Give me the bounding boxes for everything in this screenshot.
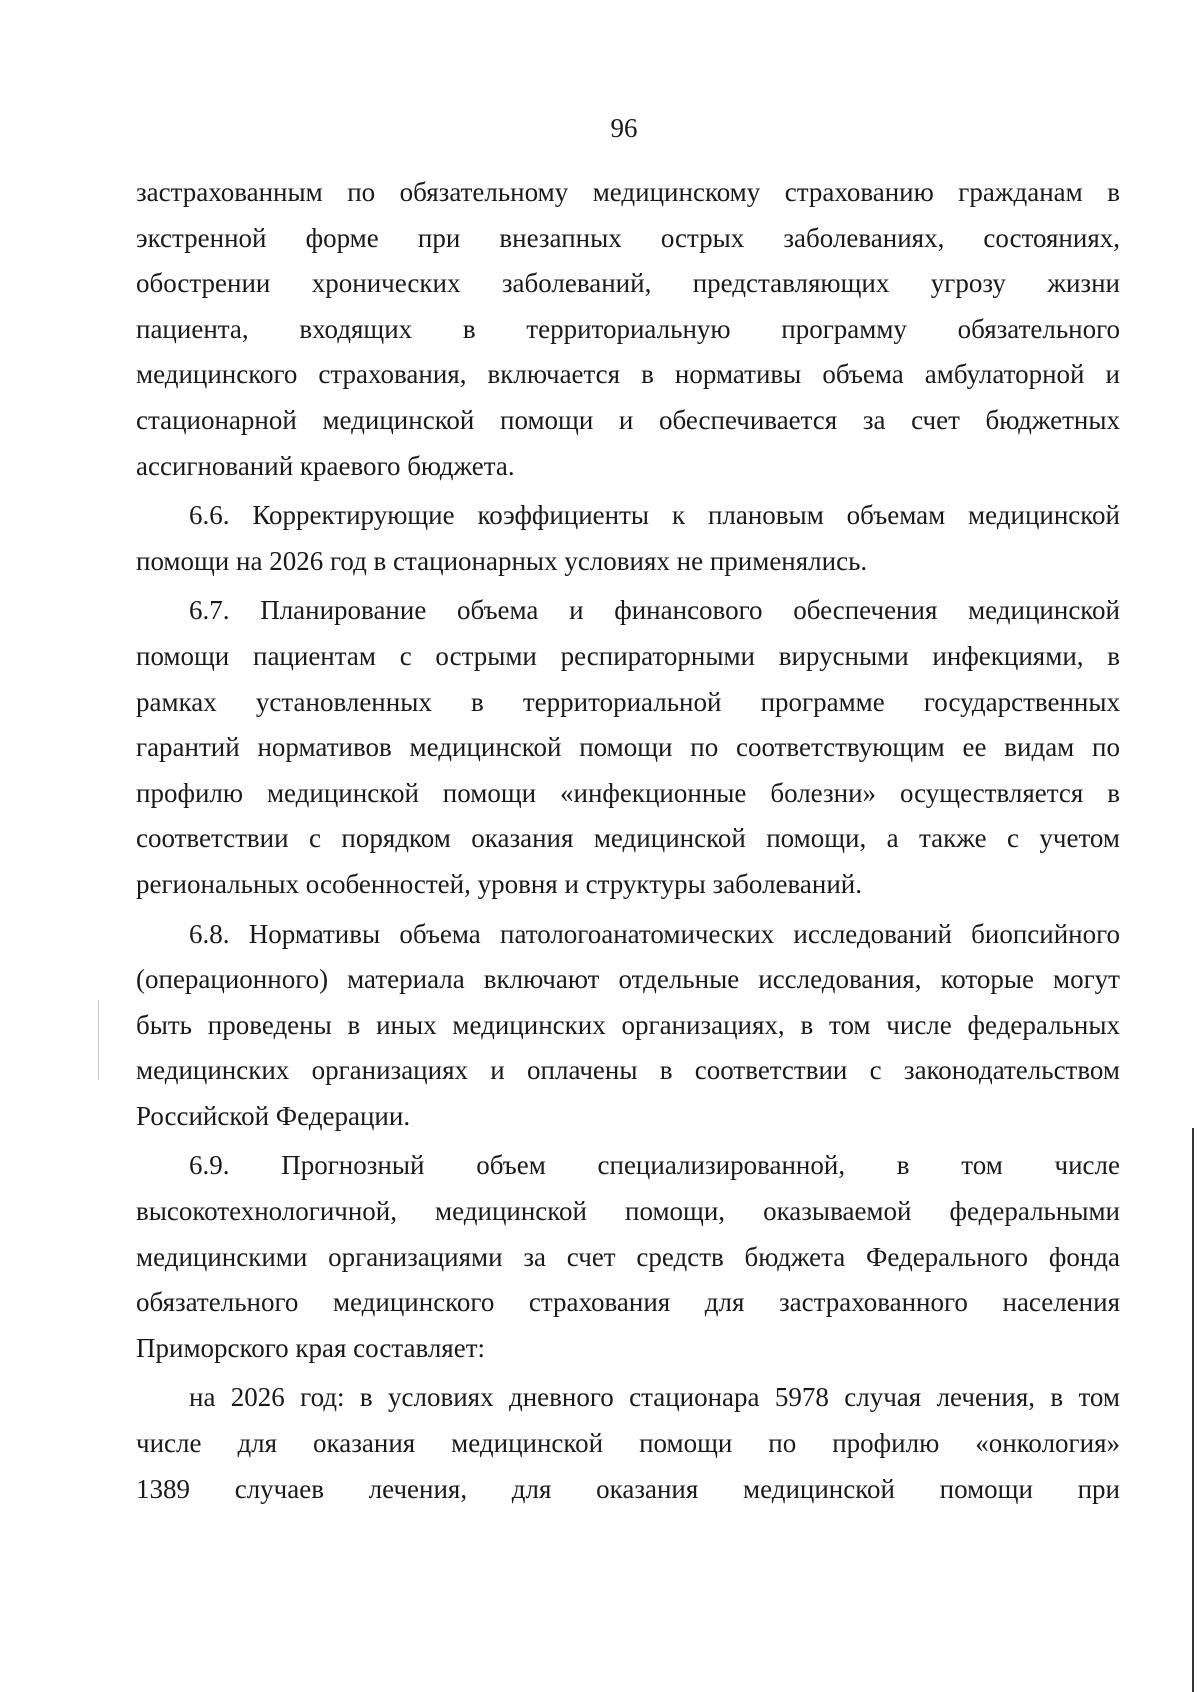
text-line: обострении хронических заболеваний, представляющих угрозу жизни: [136, 268, 1120, 299]
text-line: Российской Федерации.: [136, 1100, 411, 1131]
text-line: медицинскими организациями за счет средств бюджета Федерального фонда: [136, 1241, 1120, 1272]
text-line: на 2026 год: в условиях дневного стационара 5978 случая лечения, в том: [189, 1382, 1120, 1413]
text-line: помощи пациентам с острыми респираторными вирусными инфекциями, в: [136, 640, 1120, 671]
text-line: медицинского страхования, включается в нормативы объема амбулаторной и: [136, 359, 1120, 390]
scan-margin-mark: [98, 1000, 99, 1080]
text-line: 6.7. Планирование объема и финансового обеспечения медицинской: [189, 595, 1120, 626]
paragraph-6-9: [136, 1143, 1120, 1371]
text-line: профилю медицинской помощи «инфекционные болезни» осуществляется в: [136, 777, 1120, 808]
text-line: ассигнований краевого бюджета.: [136, 450, 515, 481]
paragraph-intro: [136, 170, 1120, 489]
text-line: рамках установленных в территориальной программе государственных: [136, 686, 1120, 717]
paragraph-6-7: [136, 588, 1120, 907]
text-line: 6.9. Прогнозный объем специализированной, в том числе: [189, 1150, 1120, 1181]
text-line: пациента, входящих в территориальную программу обязательного: [136, 313, 1120, 344]
text-line: гарантий нормативов медицинской помощи по соответствующим ее видам по: [136, 732, 1120, 763]
text-line: помощи на 2026 год в стационарных условиях не применялись.: [136, 545, 868, 576]
text-line: стационарной медицинской помощи и обеспечивается за счет бюджетных: [136, 404, 1120, 435]
text-line: соответствии с порядком оказания медицинской помощи, а также с учетом: [136, 823, 1120, 854]
text-line: быть проведены в иных медицинских организациях, в том числе федеральных: [136, 1009, 1120, 1040]
text-line: Приморского края составляет:: [136, 1332, 486, 1363]
document-body: [136, 170, 1120, 1516]
scan-edge-line: [1192, 1128, 1194, 1692]
text-line: экстренной форме при внезапных острых заболеваниях, состояниях,: [136, 222, 1120, 253]
paragraph-6-6: [136, 493, 1120, 584]
text-line: (операционного) материала включают отдельные исследования, которые могут: [136, 964, 1120, 995]
text-line: региональных особенностей, уровня и структуры заболеваний.: [136, 868, 862, 899]
paragraph-2026: [136, 1375, 1120, 1512]
text-line: 6.6. Корректирующие коэффициенты к плановым объемам медицинской: [189, 500, 1120, 531]
text-line: медицинских организациях и оплачены в соответствии с законодательством: [136, 1055, 1120, 1086]
text-line: застрахованным по обязательному медицинскому страхованию гражданам в: [136, 177, 1120, 207]
text-line: обязательного медицинского страхования для застрахованного населения: [136, 1287, 1120, 1318]
text-line: высокотехнологичной, медицинской помощи, оказываемой федеральными: [136, 1196, 1120, 1227]
paragraph-6-8: [136, 912, 1120, 1140]
text-line: числе для оказания медицинской помощи по профилю «онкология»: [136, 1428, 1120, 1459]
text-line: 1389 случаев лечения, для оказания медицинской помощи при: [136, 1473, 1120, 1504]
page-number: 96: [610, 113, 638, 143]
text-line: 6.8. Нормативы объема патологоанатомических исследований биопсийного: [189, 918, 1120, 949]
